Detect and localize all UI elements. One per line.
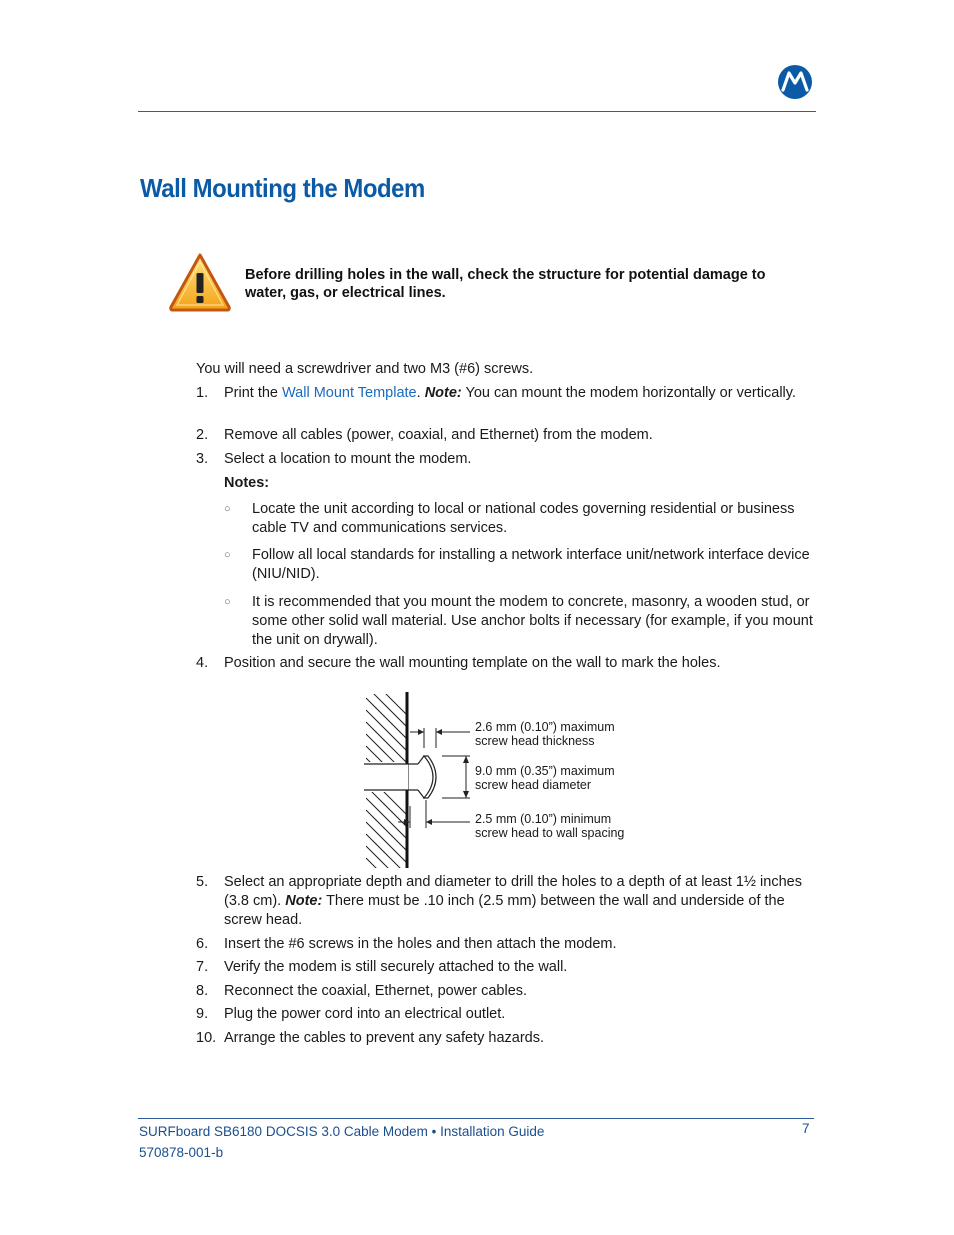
screw-spacing-diagram <box>360 688 680 874</box>
step-text: Arrange the cables to prevent any safety hazards. <box>224 1030 544 1046</box>
list-item <box>224 500 814 540</box>
step-number: 10. <box>196 1030 217 1046</box>
step-text: Verify the modem is still securely attached to the wall. <box>224 959 568 975</box>
bullet-icon: ○ <box>224 503 231 515</box>
step-number: 6. <box>196 936 209 952</box>
warning-text: Before drilling holes in the wall, check the structure for potential damage to water, gas, or electrical lines. <box>245 267 766 301</box>
step-number: 9. <box>196 1006 209 1022</box>
screw-head-spacing-label: 2.5 mm (0.10”) minimum screw head to wall spacing <box>475 812 625 840</box>
page-number: 7 <box>802 1121 810 1136</box>
note-text: Locate the unit according to local or national codes governing residential or business cable TV and communications services. <box>252 501 795 536</box>
list-item <box>196 935 816 955</box>
step-text: Plug the power cord into an electrical outlet. <box>224 1006 506 1022</box>
note-text: Follow all local standards for installing a network interface unit/network interface device (NIU/NID). <box>252 547 810 582</box>
step-number: 3. <box>196 451 209 467</box>
list-item <box>196 654 816 674</box>
step-text: Select a location to mount the modem. <box>224 451 472 467</box>
step-number: 5. <box>196 874 209 890</box>
note-label: Note: <box>424 385 462 401</box>
footer-doc-title: SURFboard SB6180 DOCSIS 3.0 Cable Modem • Installation Guide <box>139 1124 545 1139</box>
note-label: Note: <box>285 893 323 909</box>
warning-triangle-icon <box>168 251 232 313</box>
header-divider <box>138 111 816 112</box>
list-item <box>196 873 816 931</box>
step-number: 1. <box>196 385 209 401</box>
list-item <box>196 450 816 470</box>
list-item <box>196 1005 816 1025</box>
list-item <box>224 546 814 586</box>
step-text: Insert the #6 screws in the holes and then attach the modem. <box>224 936 617 952</box>
list-item <box>196 1029 816 1049</box>
step-text: Remove all cables (power, coaxial, and Ethernet) from the modem. <box>224 427 653 443</box>
footer-doc-number: 570878-001-b <box>139 1145 224 1160</box>
list-item <box>196 426 816 446</box>
page-title: Wall Mounting the Modem <box>140 173 425 203</box>
step-text: Position and secure the wall mounting template on the wall to mark the holes. <box>224 655 721 671</box>
intro-text: You will need a screwdriver and two M3 (#6) screws. <box>196 361 534 377</box>
footer-divider <box>138 1118 814 1119</box>
step-number: 8. <box>196 983 209 999</box>
wall-mount-template-link[interactable]: Wall Mount Template <box>282 385 417 401</box>
notes-label: Notes: <box>224 475 270 491</box>
step-number: 7. <box>196 959 209 975</box>
step-number: 2. <box>196 427 209 443</box>
step-text: Print the Wall Mount Template. Note: You can mount the modem horizontally or vertically. <box>224 385 796 401</box>
list-item <box>196 384 816 424</box>
screw-head-thickness-label: 2.6 mm (0.10”) maximum screw head thickness <box>475 720 615 748</box>
note-text: It is recommended that you mount the modem to concrete, masonry, a wooden stud, or some other solid wall material. Use anchor bolts if necessary (for example, if you mount the unit on drywall). <box>252 594 813 648</box>
motorola-logo-icon <box>777 64 813 100</box>
footer-doc-info <box>139 1121 544 1163</box>
bullet-icon: ○ <box>224 596 231 608</box>
list-item <box>196 958 816 978</box>
step-number: 4. <box>196 655 209 671</box>
step-text: Reconnect the coaxial, Ethernet, power cables. <box>224 983 528 999</box>
list-item <box>196 982 816 1002</box>
screw-head-diameter-label: 9.0 mm (0.35”) maximum screw head diameter <box>475 764 615 792</box>
bullet-icon: ○ <box>224 549 231 561</box>
list-item <box>224 593 814 651</box>
step-text: Select an appropriate depth and diameter to drill the holes to a depth of at least 1½ inches (3.8 cm). Note: There must be .10 inch (2.5 mm) between the wall and underside of the screw head. <box>224 874 802 928</box>
